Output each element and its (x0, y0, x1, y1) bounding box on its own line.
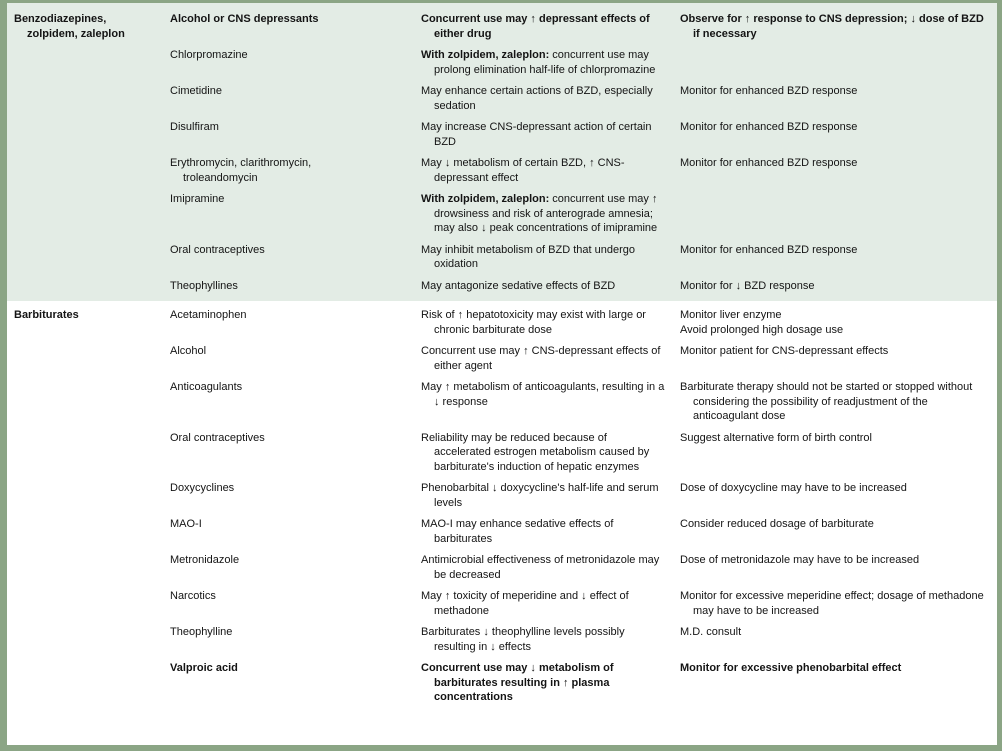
effect-cell (421, 275, 680, 302)
agent-label: Erythromycin, clarithromycin, troleandomycin (170, 157, 312, 184)
action-text: Monitor patient for CNS-depressant effects (680, 345, 889, 357)
action-cell (680, 301, 999, 340)
drug-class-cell (7, 3, 170, 44)
section-benzodiazepines (7, 3, 999, 301)
agent-cell (170, 44, 421, 80)
drug-class-cell (7, 376, 170, 427)
agent-label: Anticoagulants (170, 381, 243, 393)
drug-class-cell (7, 80, 170, 116)
effect-text: Concurrent use may ↑ CNS-depressant effects of either agent (421, 345, 661, 372)
action-text-2: Avoid prolonged high dosage use (680, 323, 844, 336)
effect-text: May ↑ toxicity of meperidine and ↓ effect of methadone (421, 590, 629, 617)
agent-cell (170, 152, 421, 188)
effect-cell (421, 239, 680, 275)
drug-class-cell (7, 152, 170, 188)
drug-class-cell (7, 239, 170, 275)
agent-cell (170, 301, 421, 340)
action-text: Monitor for excessive phenobarbital effect (680, 662, 902, 674)
action-cell (680, 188, 999, 239)
action-cell (680, 239, 999, 275)
drug-interaction-table (7, 3, 999, 708)
table-row (7, 152, 999, 188)
effect-text: May ↓ metabolism of certain BZD, ↑ CNS-depressant effect (421, 157, 625, 184)
agent-cell (170, 427, 421, 478)
effect-text: Concurrent use may ↑ depressant effects of either drug (421, 13, 650, 40)
agent-label: Imipramine (170, 193, 225, 205)
action-text: Dose of metronidazole may have to be increased (680, 554, 920, 566)
action-text: Monitor for enhanced BZD response (680, 85, 858, 97)
action-cell (680, 80, 999, 116)
table-row (7, 116, 999, 152)
effect-text: May enhance certain actions of BZD, especially sedation (421, 85, 653, 112)
section-barbiturates (7, 301, 999, 708)
effect-cell (421, 301, 680, 340)
agent-label: Valproic acid (170, 662, 238, 674)
effect-text: May ↑ metabolism of anticoagulants, resulting in a ↓ response (421, 381, 665, 408)
agent-label: Cimetidine (170, 85, 222, 97)
action-cell (680, 275, 999, 302)
effect-cell (421, 621, 680, 657)
action-text: Monitor liver enzyme (680, 309, 782, 321)
agent-cell (170, 477, 421, 513)
table-row (7, 3, 999, 44)
effect-cell (421, 585, 680, 621)
agent-cell (170, 340, 421, 376)
agent-label: Theophylline (170, 626, 233, 638)
effect-text: May inhibit metabolism of BZD that undergo oxidation (421, 243, 635, 270)
drug-class-cell (7, 301, 170, 340)
effect-cell (421, 513, 680, 549)
action-cell (680, 116, 999, 152)
effect-text: concurrent use may prolong elimination half-life of chlorpromazine (434, 49, 656, 76)
agent-label: Alcohol (170, 345, 207, 357)
effect-cell (421, 44, 680, 80)
effect-text: May antagonize sedative effects of BZD (421, 279, 616, 292)
drug-class-cell (7, 621, 170, 657)
action-cell (680, 427, 999, 478)
agent-cell (170, 549, 421, 585)
effect-cell (421, 657, 680, 708)
action-cell (680, 477, 999, 513)
effect-cell (421, 80, 680, 116)
action-cell (680, 513, 999, 549)
agent-cell (170, 275, 421, 302)
drug-class-cell (7, 427, 170, 478)
action-cell (680, 549, 999, 585)
effect-cell (421, 477, 680, 513)
action-text: Monitor for enhanced BZD response (680, 157, 858, 169)
action-text: Barbiturate therapy should not be started or stopped without considering the possibility of readjustment of the anticoagulant dose (680, 381, 973, 422)
agent-label: Acetaminophen (170, 309, 247, 321)
effect-prefix: With zolpidem, zaleplon: (421, 193, 550, 205)
effect-cell (421, 549, 680, 585)
action-text: Monitor for enhanced BZD response (680, 243, 858, 256)
agent-cell (170, 80, 421, 116)
effect-cell (421, 376, 680, 427)
agent-cell (170, 3, 421, 44)
effect-text: concurrent use may ↑ drowsiness and risk of anterograde amnesia; may also ↓ peak concentrations of imipramine (434, 193, 658, 234)
action-text: Consider reduced dosage of barbiturate (680, 518, 874, 530)
table-row (7, 427, 999, 478)
drug-class-cell (7, 44, 170, 80)
action-text: Monitor for excessive meperidine effect; dosage of methadone may have to be increased (680, 590, 984, 617)
effect-text: Concurrent use may ↓ metabolism of barbiturates resulting in ↑ plasma concentrations (421, 662, 614, 703)
action-text: Suggest alternative form of birth control (680, 431, 872, 444)
effect-cell (421, 152, 680, 188)
effect-text: Barbiturates ↓ theophylline levels possibly resulting in ↓ effects (421, 626, 625, 653)
effect-cell (421, 3, 680, 44)
agent-label: Oral contraceptives (170, 243, 265, 256)
action-text: Monitor for ↓ BZD response (680, 279, 815, 292)
table-row (7, 549, 999, 585)
drug-class-cell (7, 585, 170, 621)
agent-label: Disulfiram (170, 121, 219, 133)
action-cell (680, 152, 999, 188)
agent-cell (170, 188, 421, 239)
table-row (7, 275, 999, 302)
agent-cell (170, 116, 421, 152)
drug-class-cell (7, 188, 170, 239)
table-row (7, 477, 999, 513)
table-row (7, 513, 999, 549)
agent-label: Theophyllines (170, 279, 238, 292)
effect-text: Risk of ↑ hepatotoxicity may exist with large or chronic barbiturate dose (421, 309, 646, 336)
drug-class-cell (7, 657, 170, 708)
drug-class-cell (7, 116, 170, 152)
effect-cell (421, 340, 680, 376)
table-row (7, 301, 999, 340)
agent-cell (170, 585, 421, 621)
action-text: Monitor for enhanced BZD response (680, 121, 858, 133)
effect-cell (421, 188, 680, 239)
action-cell (680, 585, 999, 621)
table-row (7, 621, 999, 657)
agent-cell (170, 657, 421, 708)
agent-label: MAO-I (170, 518, 202, 530)
effect-cell (421, 427, 680, 478)
agent-cell (170, 376, 421, 427)
agent-cell (170, 513, 421, 549)
effect-cell (421, 116, 680, 152)
drug-class-cell (7, 549, 170, 585)
agent-label: Narcotics (170, 590, 216, 602)
table-row (7, 657, 999, 708)
table-row (7, 340, 999, 376)
effect-prefix: With zolpidem, zaleplon: (421, 49, 550, 61)
agent-cell (170, 239, 421, 275)
action-cell (680, 376, 999, 427)
agent-label: Doxycyclines (170, 482, 235, 494)
action-text: M.D. consult (680, 626, 742, 638)
agent-label: Metronidazole (170, 554, 240, 566)
drug-class-cell (7, 513, 170, 549)
table-row (7, 188, 999, 239)
action-text: Observe for ↑ response to CNS depression; ↓ dose of BZD if necessary (680, 13, 984, 40)
table-row (7, 44, 999, 80)
effect-text: Antimicrobial effectiveness of metronidazole may be decreased (421, 554, 660, 581)
effect-text: May increase CNS-depressant action of certain BZD (421, 121, 652, 148)
action-cell (680, 44, 999, 80)
agent-label: Alcohol or CNS depressants (170, 13, 319, 25)
agent-label: Oral contraceptives (170, 431, 265, 444)
table-row (7, 239, 999, 275)
effect-text: Phenobarbital ↓ doxycycline's half-life and serum levels (421, 482, 659, 509)
drug-class-cell (7, 275, 170, 302)
drug-class-label: Benzodiazepines, zolpidem, zaleplon (14, 13, 125, 40)
effect-text: MAO-I may enhance sedative effects of barbiturates (421, 518, 614, 545)
table-row (7, 376, 999, 427)
action-cell (680, 657, 999, 708)
action-cell (680, 340, 999, 376)
effect-text: Reliability may be reduced because of accelerated estrogen metabolism caused by barbiturate's induction of hepatic enzymes (421, 431, 650, 473)
action-text: Dose of doxycycline may have to be increased (680, 482, 907, 494)
drug-class-cell (7, 477, 170, 513)
drug-class-cell (7, 340, 170, 376)
action-cell (680, 621, 999, 657)
agent-label: Chlorpromazine (170, 49, 248, 61)
table-row (7, 80, 999, 116)
drug-class-label: Barbiturates (14, 309, 79, 321)
action-cell (680, 3, 999, 44)
agent-cell (170, 621, 421, 657)
table-row (7, 585, 999, 621)
